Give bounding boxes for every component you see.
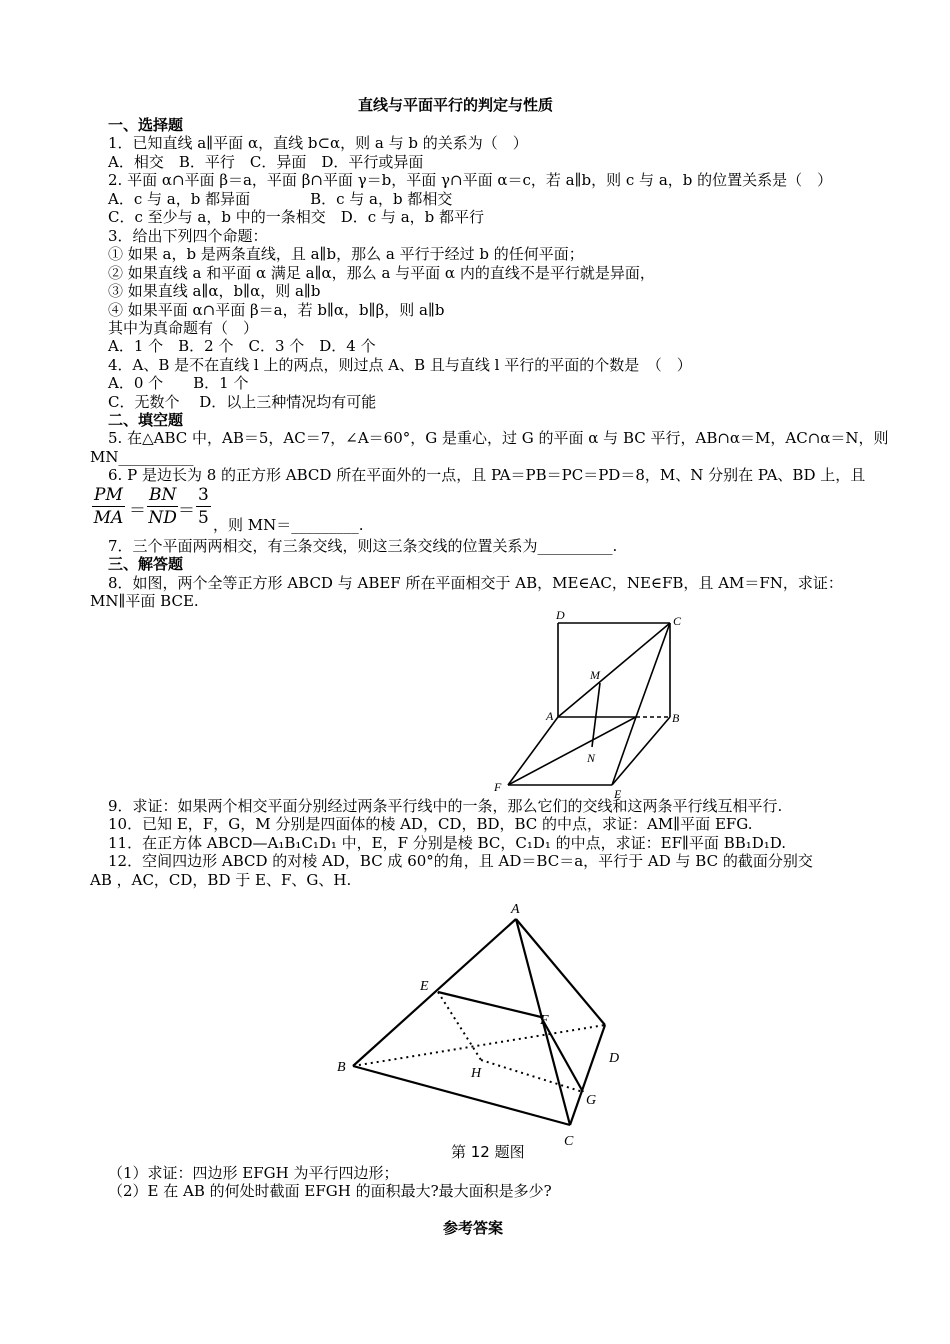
proposition-2: ② 如果直线 a 和平面 α 满足 a∥α，那么 a 与平面 α 内的直线不是平行就是异面， xyxy=(108,264,655,282)
label-f: F xyxy=(494,780,502,794)
label-c: C xyxy=(564,1134,574,1149)
fraction-pm-ma xyxy=(92,484,125,529)
question-6-tail: ，则 MN＝_________. xyxy=(213,516,364,534)
question-2-options-cd: C．c 至少与 a，b 中的一条相交 D．c 与 a，b 都平行 xyxy=(108,208,485,226)
label-c: C xyxy=(673,614,682,628)
question-4-options-cd: C．无数个 D．以上三种情况均有可能 xyxy=(108,393,377,411)
proposition-4: ④ 如果平面 α∩平面 β＝a，若 b∥α，b∥β，则 a∥b xyxy=(108,301,445,319)
equals-sign: ＝ xyxy=(178,501,195,521)
proposition-3: ③ 如果直线 a∥α，b∥α，则 a∥b xyxy=(108,282,321,300)
question-4-options-ab: A．0 个 B．1 个 xyxy=(108,374,249,392)
fraction-3-5 xyxy=(196,484,211,529)
label-f: F xyxy=(540,1013,549,1028)
label-e: E xyxy=(420,979,429,994)
question-8: 8．如图，两个全等正方形 ABCD 与 ABEF 所在平面相交于 AB，ME∈AC，NE∈FB，且 AM＝FN，求证： xyxy=(108,574,843,592)
fraction-denominator: MA xyxy=(93,508,124,528)
question-4: 4．A、B 是不在直线 l 上的两点，则过点 A、B 且与直线 l 平行的平面的个数是 （ ） xyxy=(108,356,692,374)
label-b: B xyxy=(672,711,680,725)
question-8-tail: MN∥平面 BCE. xyxy=(90,592,199,610)
label-a: A xyxy=(546,709,554,723)
label-m: M xyxy=(590,668,600,682)
section-fill: 二、填空题 xyxy=(108,411,184,429)
answers-heading: 参考答案 xyxy=(443,1219,504,1237)
question-3-options: A．1 个 B．2 个 C．3 个 D．4 个 xyxy=(108,337,376,355)
label-b: B xyxy=(337,1060,346,1075)
question-3: 3．给出下列四个命题： xyxy=(108,227,268,245)
fraction-numerator: PM xyxy=(94,485,123,505)
question-6: 6. P 是边长为 8 的正方形 ABCD 所在平面外的一点，且 PA＝PB＝PC＝PD＝8，M、N 分别在 PA、BD 上，且 xyxy=(108,466,866,484)
question-2-options-ab: A．c 与 a，b 都异面 B．c 与 a，b 都相交 xyxy=(108,190,453,208)
question-5: 5. 在△ABC 中，AB＝5，AC＝7，∠A＝60°，G 是重心，过 G 的平面 α 与 BC 平行，AB∩α＝M，AC∩α＝N，则 xyxy=(108,429,889,447)
equals-sign: ＝ xyxy=(129,501,146,521)
label-a: A xyxy=(511,902,520,917)
question-5-blank: MN__________ xyxy=(90,448,194,466)
fraction-denominator: 5 xyxy=(198,508,209,528)
figure-squares-diagram xyxy=(488,605,698,800)
question-12-part-1: （1）求证：四边形 EFGH 为平行四边形； xyxy=(108,1164,399,1182)
section-solve: 三、解答题 xyxy=(108,555,184,573)
proposition-1: ① 如果 a，b 是两条直线，且 a∥b，那么 a 平行于经过 b 的任何平面； xyxy=(108,245,584,263)
fraction-denominator: ND xyxy=(148,508,177,528)
question-1-options: A．相交 B．平行 C．异面 D．平行或异面 xyxy=(108,153,424,171)
label-e: E xyxy=(614,787,622,800)
question-10: 10．已知 E，F，G，M 分别是四面体的棱 AD，CD，BD，BC 的中点，求证：AM∥平面 EFG. xyxy=(108,815,753,833)
label-h: H xyxy=(471,1066,482,1081)
question-12-part-2: （2）E 在 AB 的何处时截面 EFGH 的面积最大?最大面积是多少? xyxy=(108,1182,552,1200)
section-choice: 一、选择题 xyxy=(108,116,184,134)
label-n: N xyxy=(587,751,596,765)
question-12-tail: AB ，AC，CD，BD 于 E、F、G、H. xyxy=(90,871,352,889)
figure-caption: 第 12 题图 xyxy=(451,1143,525,1161)
question-11: 11．在正方体 ABCD—A₁B₁C₁D₁ 中，E，F 分别是棱 BC，C₁D₁ 的中点，求证：EF∥平面 BB₁D₁D. xyxy=(108,834,787,852)
question-3-ask: 其中为真命题有（ ） xyxy=(108,319,259,337)
label-d: D xyxy=(609,1051,620,1066)
label-g: G xyxy=(586,1093,597,1108)
question-7: 7．三个平面两两相交，有三条交线，则这三条交线的位置关系为__________. xyxy=(108,537,618,555)
question-12: 12．空间四边形 ABCD 的对棱 AD，BC 成 60°的角，且 AD＝BC＝a，平行于 AD 与 BC 的截面分别交 xyxy=(108,852,813,870)
page-title: 直线与平面平行的判定与性质 xyxy=(358,96,554,114)
question-9: 9．求证：如果两个相交平面分别经过两条平行线中的一条，那么它们的交线和这两条平行线互相平行. xyxy=(108,797,783,815)
fraction-numerator: 3 xyxy=(198,485,209,505)
question-1: 1．已知直线 a∥平面 α，直线 b⊂α，则 a 与 b 的关系为（ ） xyxy=(108,134,528,152)
fraction-numerator: BN xyxy=(149,485,177,505)
fraction-bn-nd xyxy=(147,484,178,529)
label-d: D xyxy=(556,608,565,622)
figure-tetrahedron-diagram xyxy=(333,895,633,1165)
question-2: 2. 平面 α∩平面 β＝a，平面 β∩平面 γ＝b，平面 γ∩平面 α＝c，若 a∥b，则 c 与 a，b 的位置关系是（ ） xyxy=(108,171,833,189)
